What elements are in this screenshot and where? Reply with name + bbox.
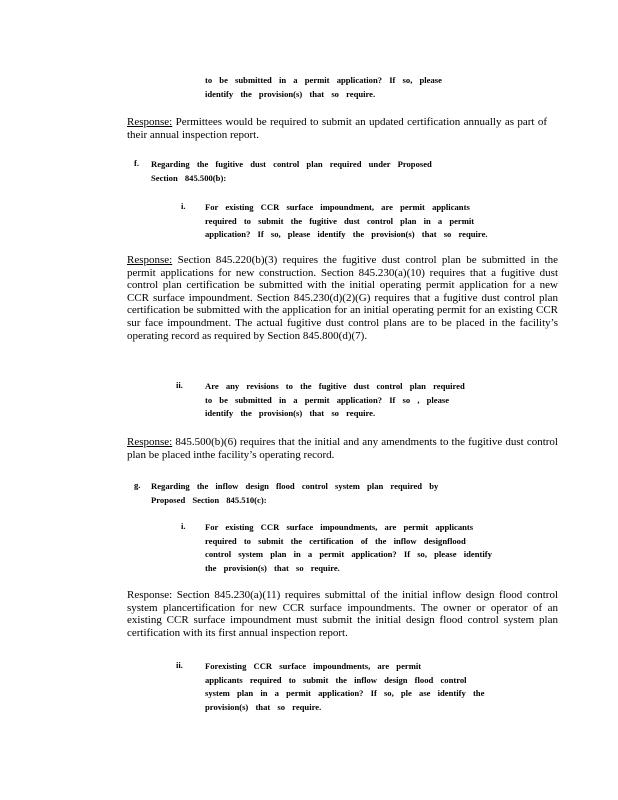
- text-line: the provision(s) that so require.: [205, 562, 340, 573]
- text-line: provision(s) that so require.: [205, 701, 322, 712]
- subitem-marker: i.: [181, 201, 186, 211]
- subitem-marker: ii.: [176, 660, 183, 670]
- text-line: For existing CCR surface impoundment, are permit applicants: [205, 202, 470, 212]
- text-line: to be submitted in a permit application? If so , please: [205, 394, 450, 405]
- text-line: identify the provision(s) that so require.: [205, 408, 376, 418]
- subitem-marker: i.: [181, 521, 186, 531]
- item-marker: g.: [134, 480, 141, 490]
- question-continuation: [205, 74, 505, 101]
- response-text: Permittees would be required to submit an updated certification annually as part of their annual inspection report.: [127, 116, 547, 141]
- item-marker: f.: [134, 158, 140, 168]
- response-text: Response: Section 845.230(a)(11) requires submittal of the initial inflow design flood control system plancertification for new CCR surface impoundments. The owner or operator of an existing CCR surface impoundment must submit the initial design flood control system plan certification with its first annual inspection report.: [127, 589, 558, 639]
- response-label: Response:: [127, 116, 173, 128]
- text-line: control system plan in a permit application? If so, please identify: [205, 549, 492, 559]
- text-line: system plan in a permit application? If so, ple ase identify the: [205, 688, 485, 698]
- text-line: required to submit the certification of the inflow designflood: [205, 535, 466, 546]
- response-paragraph: [127, 436, 558, 461]
- response-label: Response:: [127, 254, 173, 266]
- response-paragraph: [127, 116, 547, 141]
- text-line: required to submit the fugitive dust control plan in a permit: [205, 215, 475, 226]
- item-g-heading: [151, 480, 491, 507]
- response-paragraph: [127, 254, 558, 342]
- text-line: For existing CCR surface impoundments, are permit applicants: [205, 522, 474, 532]
- text-line: Forexisting CCR surface impoundments, are permit: [205, 661, 422, 671]
- question-g-ii: [205, 660, 535, 714]
- text-line: application? If so, please identify the provision(s) that so require.: [205, 229, 488, 239]
- item-f-heading: [151, 158, 481, 185]
- response-label: Response:: [127, 436, 173, 448]
- text-line: to be submitted in a permit application? If so, please: [205, 75, 442, 85]
- question-f-i: [205, 201, 535, 242]
- text-line: Regarding the fugitive dust control plan required under Proposed: [151, 159, 432, 169]
- subitem-marker: ii.: [176, 380, 183, 390]
- text-line: Regarding the inflow design flood control system plan required by: [151, 481, 439, 491]
- text-line: applicants required to submit the inflow design flood control: [205, 674, 467, 685]
- response-paragraph: [127, 589, 558, 639]
- question-g-i: [205, 521, 535, 575]
- text-line: Section 845.500(b):: [151, 172, 227, 183]
- text-line: Are any revisions to the fugitive dust control plan required: [205, 381, 465, 391]
- response-text: Section 845.220(b)(3) requires the fugitive dust control plan be submitted in the permit applications for new construction. Section 845.230(a)(10) requires that a fugitive dust control plan certification be submitted with the initial operating permit application for a new CCR surface impoundment. Section 845.230(d)(2)(G) requires that a fugitive dust control plan certification be submitted with the application for an initial operating permit for an existing CCR sur face impoundment. The actual fugitive dust control plans are to be placed in the facility’s operating record as required by Section 845.800(d)(7).: [127, 254, 558, 342]
- question-f-ii: [205, 380, 505, 421]
- text-line: Proposed Section 845.510(c):: [151, 494, 267, 505]
- response-text: 845.500(b)(6) requires that the initial and any amendments to the fugitive dust control plan be placed inthe facility’s operating record.: [127, 436, 558, 461]
- text-line: identify the provision(s) that so require.: [205, 88, 376, 99]
